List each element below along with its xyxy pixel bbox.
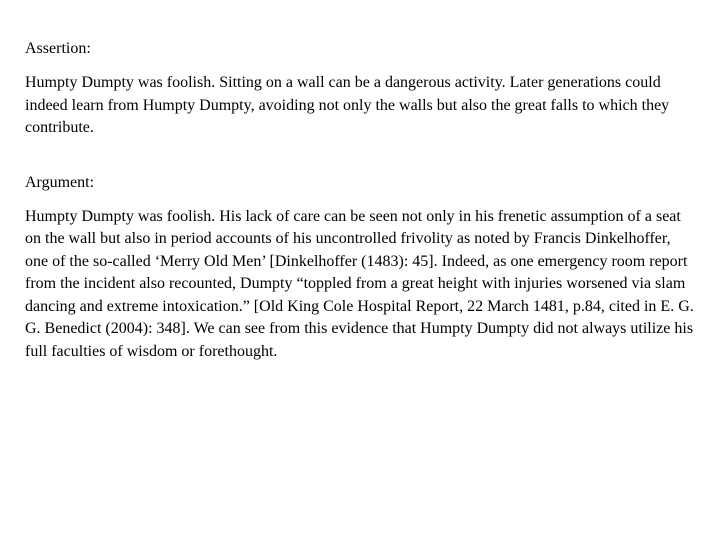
document-page — [25, 38, 697, 363]
argument-section — [25, 172, 697, 364]
argument-paragraph: Humpty Dumpty was foolish. His lack of care can be seen not only in his frenetic assumption of a seat on the wall but also in period accounts of his uncontrolled frivolity as noted by Francis Dinkelhoffer, one of the so-called ‘Merry Old Men’ [Dinkelhoffer (1483): 45]. Indeed, as one emergency room report from the incident also recounted, Dumpty “toppled from a great height with injuries worsened via slam dancing and extreme intoxication.” [Old King Cole Hospital Report, 22 March 1481, p.84, cited in E. G. G. Benedict (2004): 348]. We can see from this evidence that Humpty Dumpty did not always utilize his full faculties of wisdom or forethought. — [25, 207, 694, 360]
argument-heading: Argument: — [25, 173, 95, 191]
assertion-section — [25, 38, 697, 140]
assertion-heading: Assertion: — [25, 40, 91, 57]
assertion-paragraph: Humpty Dumpty was foolish. Sitting on a wall can be a dangerous activity. Later generations could indeed learn from Humpty Dumpty, avoiding not only the walls but also the great falls to which they contribute. — [25, 74, 670, 136]
